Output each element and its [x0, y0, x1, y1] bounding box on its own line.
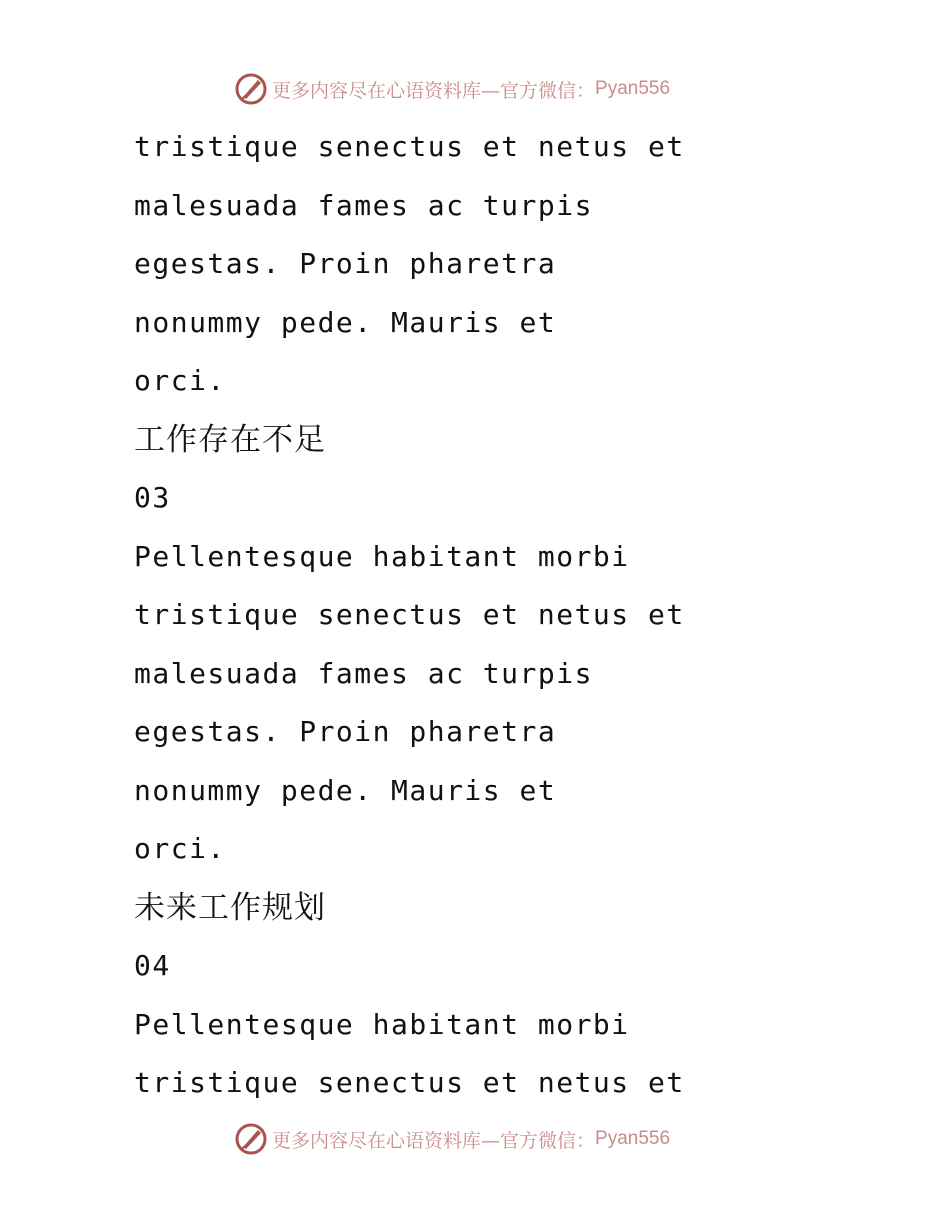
- text-line: malesuada fames ac turpis: [134, 656, 593, 690]
- watermark-text: 更多内容尽在心语资料库—官方微信：: [272, 79, 596, 102]
- quill-logo-icon: [234, 72, 268, 106]
- text-line: malesuada fames ac turpis: [134, 188, 593, 222]
- text-line: egestas. Proin pharetra: [134, 247, 557, 280]
- text-line: nonummy pede. Mauris et: [134, 305, 557, 339]
- quill-logo-icon: [234, 1122, 268, 1156]
- section-number: 04: [134, 949, 171, 982]
- watermark-wechat-id: Pyan556: [595, 78, 671, 99]
- section-heading: 工作存在不足: [134, 421, 326, 458]
- text-line: orci.: [134, 364, 226, 397]
- text-line: tristique senectus et netus et: [134, 598, 685, 631]
- section-number: 03: [134, 481, 171, 514]
- text-line: tristique senectus et netus et: [134, 130, 685, 163]
- header-watermark: [234, 71, 670, 107]
- text-line: orci.: [134, 832, 226, 865]
- document-body: [134, 118, 834, 1113]
- section-heading: 未来工作规划: [134, 889, 326, 926]
- text-line: egestas. Proin pharetra: [134, 715, 557, 748]
- watermark-wechat-id: Pyan556: [595, 1128, 671, 1149]
- text-line: Pellentesque habitant morbi: [134, 539, 630, 573]
- text-line: tristique senectus et netus et: [134, 1066, 685, 1099]
- text-line: Pellentesque habitant morbi: [134, 1007, 630, 1041]
- footer-watermark: [234, 1121, 670, 1157]
- text-line: nonummy pede. Mauris et: [134, 773, 557, 807]
- watermark-text: 更多内容尽在心语资料库—官方微信：: [272, 1129, 596, 1152]
